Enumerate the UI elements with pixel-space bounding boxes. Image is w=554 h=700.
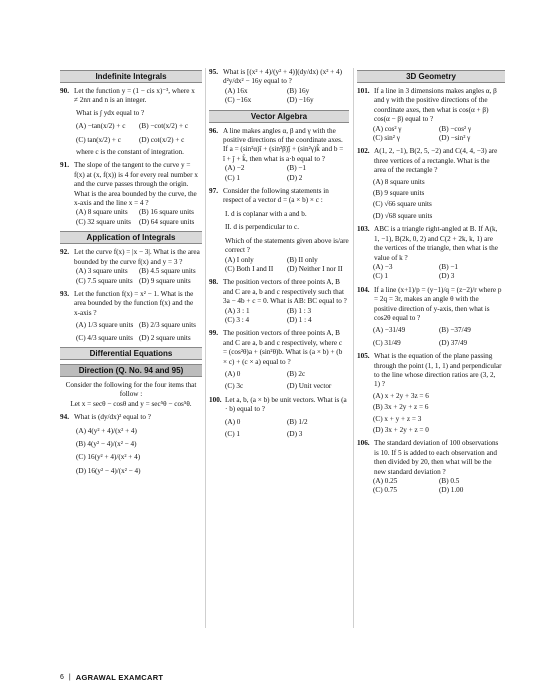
option-d: (D) 3 xyxy=(439,272,455,281)
direction-heading: Direction (Q. No. 94 and 95) xyxy=(60,364,202,377)
option-a: (A) x + 2y + 3z = 6 xyxy=(373,391,429,400)
question-text: Consider the following statements in respect of a vector d = (a × b) × c : xyxy=(223,187,329,205)
option-d: (D) Unit vector xyxy=(287,382,332,391)
section-heading-differential: Differential Equations xyxy=(60,347,202,360)
question-92 xyxy=(60,248,202,286)
question-number: 97. xyxy=(209,187,218,196)
option-b: (B) −cos² γ xyxy=(439,124,472,133)
option-c: (C) √66 square units xyxy=(373,200,432,209)
option-d: (D) √68 square units xyxy=(373,211,433,220)
question-text: What is (dy/dx)² equal to ? xyxy=(74,413,152,422)
question-text: The position vectors of three points A, B and C are a, b and c respectively such that 3a − 4b + c = 0. What is AB: BC equal to ? xyxy=(223,278,347,306)
option-c: (C) −16x xyxy=(225,96,252,105)
footer-separator: | xyxy=(68,674,71,681)
option-d: (D) 2 square units xyxy=(139,333,191,342)
option-b: (B) 3x + 2y + z = 6 xyxy=(373,403,429,412)
option-c: (C) 1 xyxy=(373,272,388,281)
question-90 xyxy=(60,87,202,157)
question-97 xyxy=(209,187,349,274)
option-a: (A) 4(y² + 4)/(x² + 4) xyxy=(76,426,137,435)
question-text: What is [(x² + 4)/(y² + 4)](dy/dx) (x² + 4) d²y/dx² − 16y equal to ? xyxy=(223,68,343,86)
option-a: (A) 3 : 1 xyxy=(225,306,250,315)
section-heading-indefinite: Indefinite Integrals xyxy=(60,70,202,83)
option-c: (C) 0.75 xyxy=(373,486,397,495)
option-b: (B) −37/49 xyxy=(439,326,471,335)
question-number: 102. xyxy=(357,147,370,156)
page-footer xyxy=(60,673,163,682)
question-102 xyxy=(357,147,505,221)
option-c: (C) 32 square units xyxy=(76,217,131,226)
option-c: (C) 3 : 4 xyxy=(225,315,250,324)
option-b: (B) −cot(x/2) + c xyxy=(139,122,189,131)
question-number: 93. xyxy=(60,289,69,298)
question-number: 106. xyxy=(357,439,370,448)
question-number: 96. xyxy=(209,126,218,135)
option-a: (A) I only xyxy=(225,255,254,264)
option-b: (B) −1 xyxy=(287,164,307,173)
option-c: (C) 4/3 square units xyxy=(76,333,133,342)
question-text: Let a, b, (a × b) be unit vectors. What is (a · b) equal to ? xyxy=(225,395,347,414)
option-c: (C) 3c xyxy=(225,382,244,391)
option-c: (C) sin² γ xyxy=(373,134,400,143)
option-d: (D) 3 xyxy=(287,430,303,438)
question-text: If a line in 3 dimensions makes angles α, β and γ with the positive directions of the coordinate axes, then what is cos(α + β) cos(α − β) equal to ? xyxy=(374,87,497,124)
question-text: What is the equation of the plane passing through the point (1, 1, 1) and perpendicular to the line whose direction ratios are (3, 2, 1) ? xyxy=(374,352,502,389)
question-106 xyxy=(357,439,505,495)
question-101 xyxy=(357,87,505,143)
question-95 xyxy=(209,68,349,106)
option-c: (C) x + y + z = 3 xyxy=(373,414,422,423)
column-left xyxy=(60,68,202,480)
option-a: (A) 8 square units xyxy=(76,208,128,217)
option-d: (D) −16y xyxy=(287,96,314,105)
question-ask: Which of the statements given above is/are correct ? xyxy=(225,236,349,255)
question-number: 91. xyxy=(60,161,69,170)
option-b: (B) 4(y² − 4)/(x² − 4) xyxy=(76,439,137,448)
question-note: where c is the constant of integration. xyxy=(76,148,184,157)
question-text: The position vectors of three points A, B and C are a, b and c respectively, where c = (cos²θ)a + (sin²θ)b. What is (a × b) + (b × c) + (c × a) equal to ? xyxy=(223,329,343,366)
question-text: Let the function f(x) = x² − 1. What is the area bounded by the function f(x) and the x-axis ? xyxy=(74,289,194,317)
question-98 xyxy=(209,278,349,325)
question-104 xyxy=(357,286,505,348)
option-d: (D) 16(y² − 4)/(x² − 4) xyxy=(76,466,141,475)
option-a: (A) 0.25 xyxy=(373,477,398,486)
option-a: (A) 0 xyxy=(225,417,241,426)
column-right xyxy=(357,68,505,500)
question-number: 101. xyxy=(357,87,370,95)
column-middle xyxy=(209,68,349,443)
question-100 xyxy=(209,396,349,440)
question-number: 105. xyxy=(357,352,370,361)
option-a: (A) 0 xyxy=(225,369,241,378)
question-number: 95. xyxy=(209,68,218,76)
option-a: (A) 1/3 square units xyxy=(76,321,134,330)
option-b: (B) −1 xyxy=(439,262,459,271)
page-number: 6 xyxy=(60,674,64,681)
option-c: (C) 31/49 xyxy=(373,338,401,347)
option-c: (C) 16(y² + 4)/(x² + 4) xyxy=(76,453,141,462)
column-divider xyxy=(205,68,206,628)
question-103 xyxy=(357,225,505,281)
question-number: 98. xyxy=(209,278,218,287)
direction-text: Consider the following for the four items that follow : xyxy=(65,380,197,399)
option-b: (B) 2c xyxy=(287,369,306,378)
question-text: The slope of the tangent to the curve y = f(x) at (x, f(x)) is 4 for every real number x and the curve passes through the origin. What is the area bounded by the curve, the x-axis and the line x = 4 ? xyxy=(74,161,198,208)
option-b: (B) 16y xyxy=(287,86,310,95)
question-text: Let the curve f(x) = |x − 3|. What is the area bounded by the curve f(x) and y = 3 ? xyxy=(74,248,200,266)
question-text: The standard deviation of 100 observations is 10. If 5 is added to each observation and then divided by 20, then what will be the new standard deviation ? xyxy=(374,439,499,476)
option-a: (A) cos² γ xyxy=(373,124,402,133)
option-a: (A) 3 square units xyxy=(76,267,128,276)
option-a: (A) −3 xyxy=(373,262,393,271)
option-d: (D) 1.00 xyxy=(439,486,464,495)
statement-2: II. d is perpendicular to c. xyxy=(225,223,300,232)
option-b: (B) 2/3 square units xyxy=(139,321,196,330)
question-number: 90. xyxy=(60,87,69,95)
question-number: 103. xyxy=(357,225,370,234)
option-b: (B) 1 : 3 xyxy=(287,306,312,315)
option-d: (D) 9 square units xyxy=(139,276,191,285)
question-number: 92. xyxy=(60,248,69,257)
option-c: (C) tan(x/2) + c xyxy=(76,135,121,144)
option-a: (A) −tan(x/2) + c xyxy=(76,122,126,131)
question-text: ABC is a triangle right-angled at B. If A(k, 1, −1), B(2k, 0, 2) and C(2 + 2k, k, 1) are the vertices of the triangle, then what is the value of k ? xyxy=(374,225,498,262)
option-d: (D) 64 square units xyxy=(139,217,195,226)
option-d: (D) 2 xyxy=(287,173,303,182)
option-b: (B) 9 square units xyxy=(373,189,425,198)
option-b: (B) 4.5 square units xyxy=(139,267,196,276)
question-99 xyxy=(209,329,349,391)
publisher-brand: AGRAWAL EXAMCART xyxy=(75,673,164,682)
option-b: (B) 0.5 xyxy=(439,477,460,486)
option-a: (A) −2 xyxy=(225,164,245,173)
statement-1: I. d is coplanar with a and b. xyxy=(225,209,307,218)
column-divider xyxy=(353,68,354,628)
section-heading-application: Application of Integrals xyxy=(60,231,202,244)
question-105 xyxy=(357,352,505,435)
question-number: 99. xyxy=(209,329,218,338)
question-number: 94. xyxy=(60,413,69,422)
question-93 xyxy=(60,290,202,343)
option-c: (C) 1 xyxy=(225,173,240,182)
section-heading-3d-geometry: 3D Geometry xyxy=(357,70,505,83)
option-d: (D) 1 : 4 xyxy=(287,315,312,324)
option-a: (A) 16x xyxy=(225,86,248,95)
option-c: (C) 1 xyxy=(225,430,240,438)
question-94 xyxy=(60,413,202,476)
question-ask: What is ∫ ydx equal to ? xyxy=(76,108,145,117)
question-text: A line makes angles α, β and γ with the positive directions of the coordinate axes. If a = (sin²α)î + (sin²β)ĵ + (sin²γ)k̂ and b = î + ĵ + k̂, then what is a·b equal to ? xyxy=(223,126,344,163)
option-d: (D) Neither I nor II xyxy=(287,264,343,273)
option-b: (B) 16 square units xyxy=(139,208,194,217)
option-d: (D) 37/49 xyxy=(439,338,468,347)
option-d: (D) 3x + 2y + z = 0 xyxy=(373,426,429,434)
option-c: (C) Both I and II xyxy=(225,264,274,273)
option-a: (A) 8 square units xyxy=(373,177,425,186)
question-number: 100. xyxy=(209,395,222,404)
option-b: (B) II only xyxy=(287,255,318,264)
option-c: (C) 7.5 square units xyxy=(76,276,133,285)
question-text: A(1, 2, −1), B(2, 5, −2) and C(4, 4, −3) are three vertices of a rectangle. What is the area of the rectangle ? xyxy=(374,147,498,175)
given-text: Let x = secθ − cosθ and y = sec⁵θ − cos⁵θ. xyxy=(70,399,192,408)
section-heading-vector: Vector Algebra xyxy=(209,110,349,123)
question-text: Let the function y = (1 − cis x)⁻³, where x ≠ 2nπ and n is an integer. xyxy=(74,87,195,105)
question-number: 104. xyxy=(357,285,370,294)
option-d: (D) cot(x/2) + c xyxy=(139,135,185,144)
question-96 xyxy=(209,127,349,183)
question-text: If a line (x+1)/p = (y−1)/q = (z−2)/r where p = 2q = 3r, makes an angle θ with the positive direction of y-axis, then what is cos2θ equal to ? xyxy=(374,285,502,322)
question-91 xyxy=(60,161,202,227)
option-b: (B) 1/2 xyxy=(287,417,308,426)
option-d: (D) −sin² γ xyxy=(439,134,471,143)
option-a: (A) −31/49 xyxy=(373,326,406,335)
